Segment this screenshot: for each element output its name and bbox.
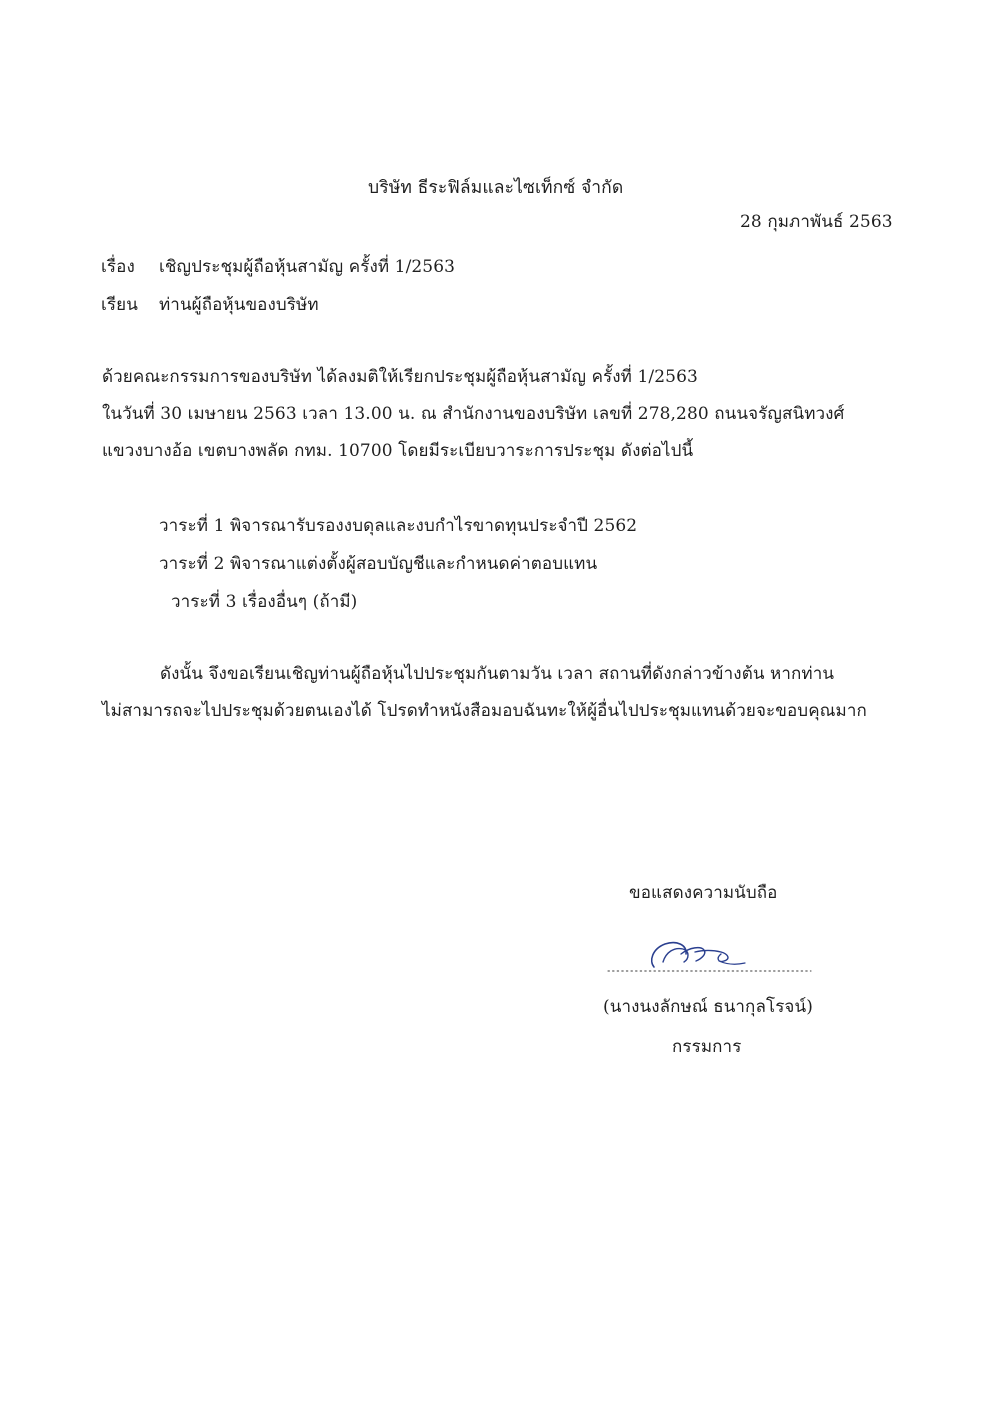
closing-line: ไม่สามารถจะไปประชุมด้วยตนเองได้ โปรดทำหนังสือมอบฉันทะให้ผู้อื่นไปประชุมแทนด้วยจะขอบคุณมาก (102, 701, 867, 721)
signer-title: กรรมการ (672, 1037, 742, 1057)
regards-text: ขอแสดงความนับถือ (629, 883, 778, 903)
company-name: บริษัท ธีระฟิล์มและไซเท็กซ์ จำกัด (368, 178, 624, 198)
signer-name: (นางนงลักษณ์ ธนากุลโรจน์) (603, 997, 813, 1017)
agenda-item: วาระที่ 2 พิจารณาแต่งตั้งผู้สอบบัญชีและกำหนดค่าตอบแทน (159, 554, 598, 574)
body-line: ในวันที่ 30 เมษายน 2563 เวลา 13.00 น. ณ สำนักงานของบริษัท เลขที่ 278,280 ถนนจรัญสนิทวงศ์ (102, 404, 845, 424)
body-line: แขวงบางอ้อ เขตบางพลัด กทม. 10700 โดยมีระเบียบวาระการประชุม ดังต่อไปนี้ (102, 441, 694, 461)
agenda-item: วาระที่ 1 พิจารณารับรองงบดุลและงบกำไรขาดทุนประจำปี 2562 (159, 516, 638, 536)
body-line: ด้วยคณะกรรมการของบริษัท ได้ลงมติให้เรียกประชุมผู้ถือหุ้นสามัญ ครั้งที่ 1/2563 (102, 367, 698, 387)
subject-label: เรื่อง (101, 257, 135, 277)
signature-mark (600, 932, 818, 980)
agenda-item: วาระที่ 3 เรื่องอื่นๆ (ถ้ามี) (171, 592, 358, 612)
letter-date: 28 กุมภาพันธ์ 2563 (740, 212, 893, 232)
closing-line: ดังนั้น จึงขอเรียนเชิญท่านผู้ถือหุ้นไปประชุมกันตามวัน เวลา สถานที่ดังกล่าวข้างต้น หากท่าน (160, 664, 835, 684)
recipient-label: เรียน (101, 295, 138, 315)
signature (600, 932, 818, 980)
recipient-text: ท่านผู้ถือหุ้นของบริษัท (159, 295, 319, 315)
subject-text: เชิญประชุมผู้ถือหุ้นสามัญ ครั้งที่ 1/2563 (159, 257, 456, 277)
